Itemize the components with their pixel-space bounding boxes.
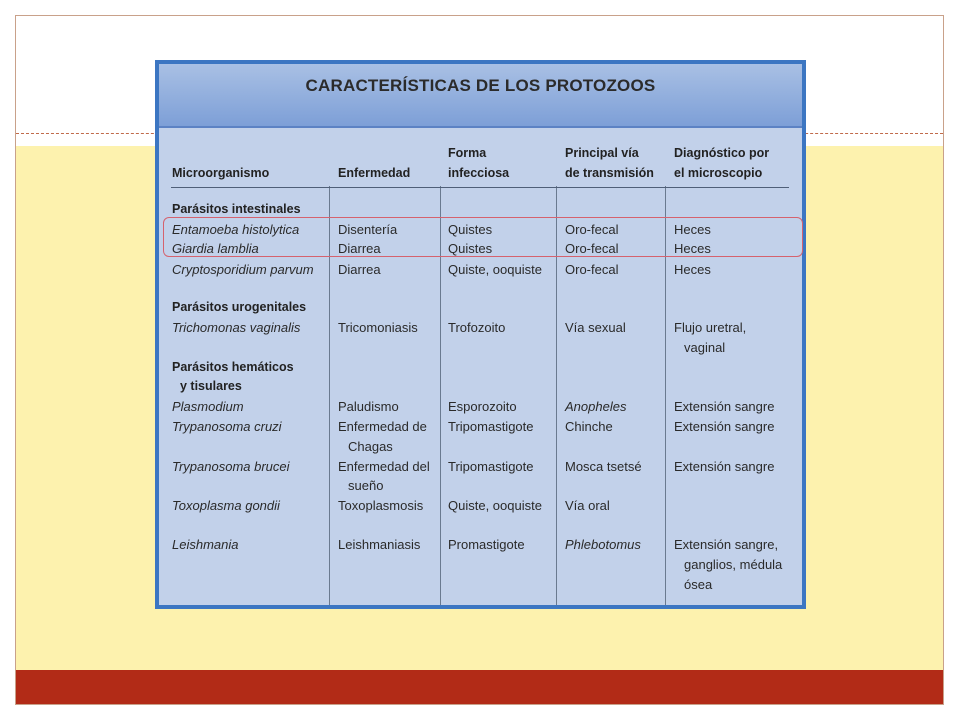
diagnosis-cell: Flujo uretral,: [674, 320, 747, 335]
organism-cell: Plasmodium: [172, 399, 244, 414]
group-intestinales: Parásitos intestinales: [172, 202, 301, 216]
diagnosis-cell: Extensión sangre: [674, 399, 775, 414]
organism-cell: Leishmania: [172, 537, 239, 552]
diagnosis-cell: Heces: [674, 241, 711, 256]
group-urogenitales: Parásitos urogenitales: [172, 300, 307, 314]
header-microorganismo: Microorganismo: [172, 166, 270, 180]
disease-cell: Diarrea: [338, 241, 381, 256]
disease-cell: Leishmaniasis: [338, 537, 421, 552]
disease-cell: Paludismo: [338, 399, 399, 414]
header-via: Principal vía: [565, 146, 639, 160]
slide-footer-band: [16, 670, 943, 704]
column-divider: [665, 186, 666, 605]
form-cell: Trofozoito: [448, 320, 506, 335]
column-divider: [556, 186, 557, 605]
header-forma: Forma: [448, 146, 487, 160]
route-cell: Mosca tsetsé: [565, 459, 642, 474]
route-cell: Oro-fecal: [565, 241, 619, 256]
diagnosis-cell: Extensión sangre,: [674, 537, 779, 552]
column-divider: [329, 186, 330, 605]
diagnosis-cell: Heces: [674, 262, 711, 277]
diagnosis-cell: vaginal: [684, 340, 726, 355]
organism-cell: Toxoplasma gondii: [172, 498, 280, 513]
route-cell: Vía oral: [565, 498, 610, 513]
header-infecciosa: infecciosa: [448, 166, 510, 180]
route-cell: Anopheles: [565, 399, 627, 414]
diagnosis-cell: Extensión sangre: [674, 459, 775, 474]
form-cell: Quiste, ooquiste: [448, 498, 542, 513]
column-divider: [440, 186, 441, 605]
route-cell: Oro-fecal: [565, 222, 619, 237]
organism-cell: Giardia lamblia: [172, 241, 259, 256]
header-transmision: de transmisión: [565, 166, 654, 180]
organism-cell: Trichomonas vaginalis: [172, 320, 301, 335]
disease-cell: Diarrea: [338, 262, 381, 277]
diagnosis-cell: ganglios, médula: [684, 557, 783, 572]
diagnosis-cell: Heces: [674, 222, 711, 237]
form-cell: Promastigote: [448, 537, 525, 552]
table-title: CARACTERÍSTICAS DE LOS PROTOZOOS: [305, 76, 656, 95]
group-hematicos: Parásitos hemáticos: [172, 360, 294, 374]
form-cell: Esporozoito: [448, 399, 517, 414]
form-cell: Tripomastigote: [448, 459, 534, 474]
table-title-bar: [159, 64, 802, 128]
organism-cell: Trypanosoma cruzi: [172, 419, 282, 434]
organism-cell: Trypanosoma brucei: [172, 459, 290, 474]
organism-cell: Entamoeba histolytica: [172, 222, 300, 237]
table-body: [159, 64, 802, 605]
header-rule: [171, 187, 789, 188]
diagnosis-cell: Extensión sangre: [674, 419, 775, 434]
route-cell: Vía sexual: [565, 320, 626, 335]
form-cell: Quiste, ooquiste: [448, 262, 542, 277]
header-diagnostico: Diagnóstico por: [674, 146, 770, 160]
disease-cell: Enfermedad de: [338, 419, 427, 434]
group-hematicos-cont: y tisulares: [180, 379, 242, 393]
disease-cell: Toxoplasmosis: [338, 498, 424, 513]
disease-cell: sueño: [348, 478, 384, 493]
organism-cell: Cryptosporidium parvum: [172, 262, 314, 277]
form-cell: Quistes: [448, 222, 493, 237]
route-cell: Chinche: [565, 419, 613, 434]
disease-cell: Tricomoniasis: [338, 320, 418, 335]
protozoa-table-image: [155, 60, 806, 609]
header-microscopio: el microscopio: [674, 166, 763, 180]
disease-cell: Chagas: [348, 439, 393, 454]
diagnosis-cell: ósea: [684, 577, 713, 592]
route-cell: Phlebotomus: [565, 537, 641, 552]
form-cell: Tripomastigote: [448, 419, 534, 434]
form-cell: Quistes: [448, 241, 493, 256]
route-cell: Oro-fecal: [565, 262, 619, 277]
disease-cell: Enfermedad del: [338, 459, 430, 474]
disease-cell: Disentería: [338, 222, 398, 237]
header-enfermedad: Enfermedad: [338, 166, 411, 180]
